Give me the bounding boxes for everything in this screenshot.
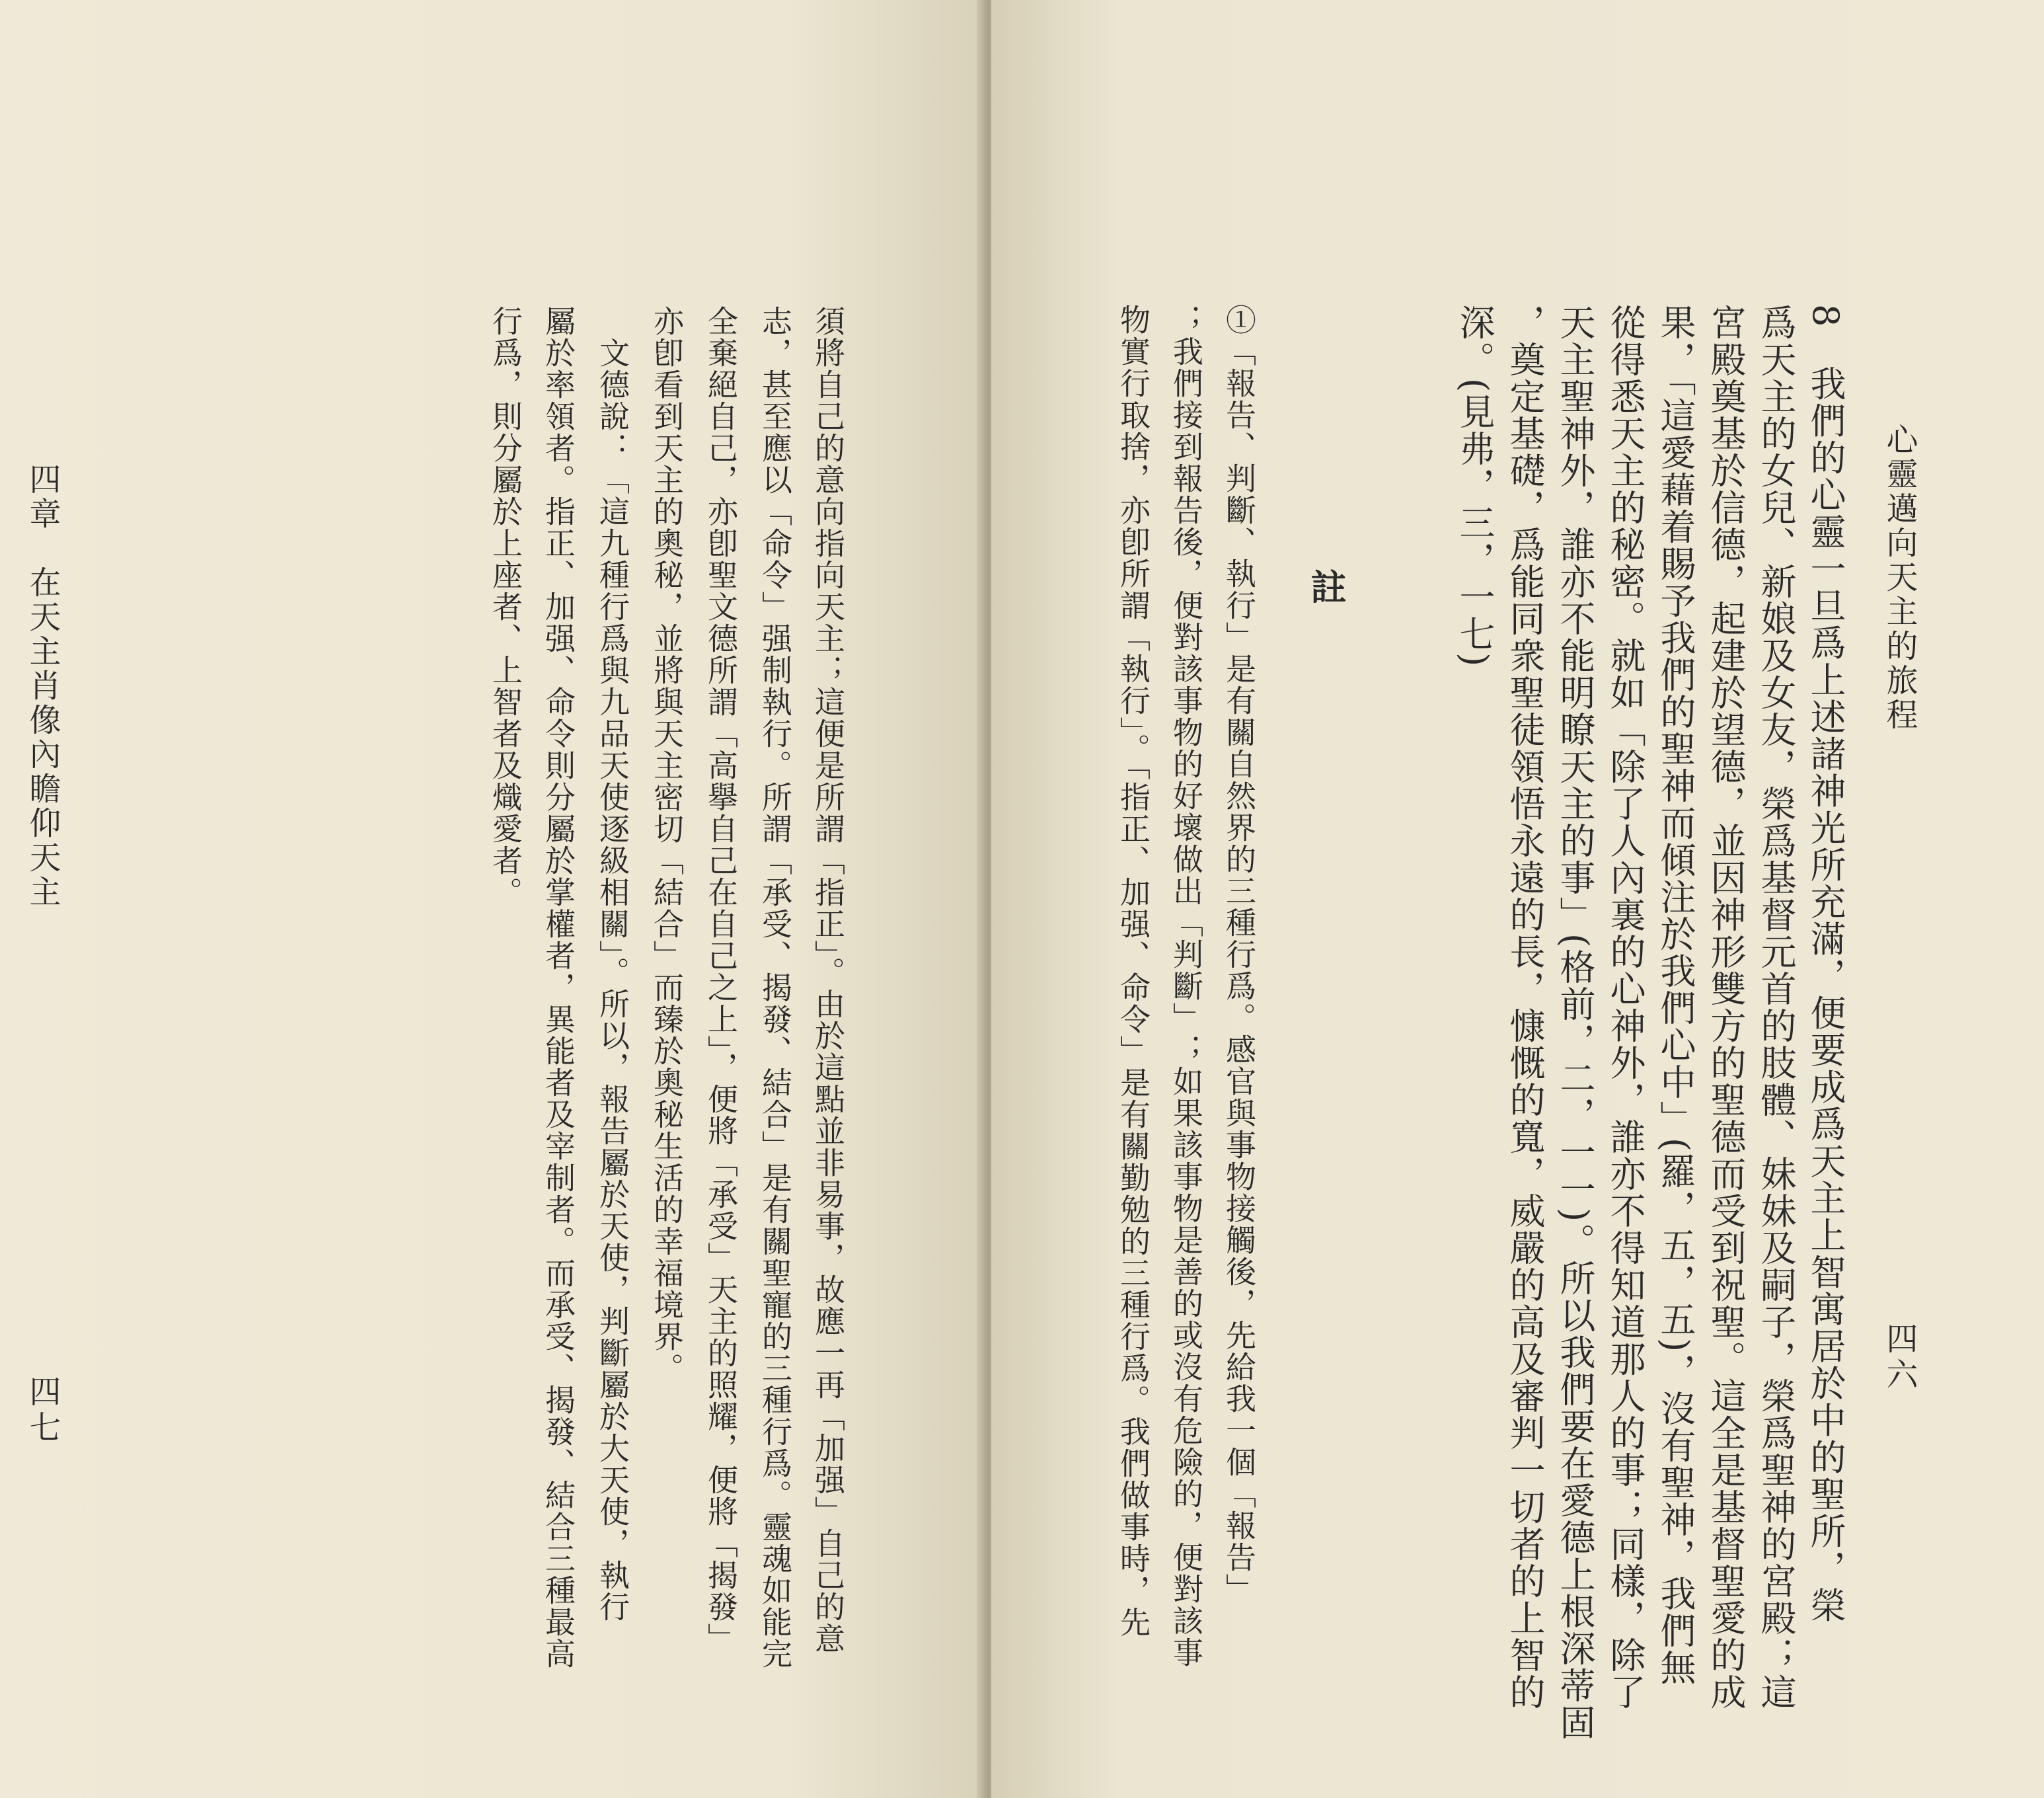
body-column: 爲天主的女兒、新娘及女友，榮爲基督元首的肢體、妹妹及嗣子，榮爲聖神的宮殿；這 — [1755, 304, 1797, 1711]
body-column: 8 我們的心靈一旦爲上述諸神光所充滿，便要成爲天主上智寓居於中的聖所，榮 — [1805, 304, 1846, 1624]
note-column: ①「報告、判斷、執行」是有關自然界的三種行爲。感官與事物接觸後，先給我一個「報告」 — [1221, 304, 1257, 1605]
note-column: 全棄絕自己，亦卽聖文德所謂「高擧自己在自己之上」，便將「承受」天主的照耀，便將「揭發」 — [703, 305, 739, 1655]
body-column: 深。(見弗，三，一七) — [1454, 304, 1495, 668]
note-column: 行爲，則分屬於上座者、上智者及熾愛者。 — [488, 305, 523, 908]
running-footer: 四章 在天主肖像內瞻仰天主 — [24, 463, 61, 910]
right-page — [991, 0, 2044, 1798]
note-heading: 註 — [1305, 568, 1347, 604]
note-column: 屬於率領者。指正、加强、命令則分屬於掌權者，異能者及宰制者。而承受、揭發、結合三種最高 — [541, 305, 576, 1670]
body-column: 宮殿奠基於信德，起建於望德，並因神形雙方的聖德而受到祝聖。這全是基督聖愛的成 — [1705, 304, 1747, 1711]
note-column: 須將自己的意向指向天主；這便是所謂「指正」。由於這點並非易事，故應一再「加强」自己的意 — [810, 305, 846, 1655]
page-number: 四六 — [1881, 1322, 1918, 1393]
note-column: 物實行取捨，亦卽所謂「執行」。「指正、加强、命令」是有關勤勉的三種行爲。我們做事時，先 — [1116, 304, 1151, 1638]
body-column: 天主聖神外，誰亦不能明瞭天主的事」(格前，二，一一)。所以我們要在愛德上根深蒂固 — [1554, 304, 1596, 1742]
body-column: 從得悉天主的秘密。就如「除了人內裏的心神外，誰亦不得知道那人的事；同樣，除了 — [1605, 304, 1646, 1711]
body-column: ，奠定基礎，爲能同衆聖徒領悟永遠的長，慷慨的寬，威嚴的高及審判一切者的上智的 — [1504, 304, 1546, 1711]
note-column: 亦卽看到天主的奧秘，並將與天主密切「結合」而臻於奧秘生活的幸福境界。 — [649, 305, 685, 1384]
left-page — [0, 0, 983, 1798]
note-column: 志，甚至應以「命令」强制執行。所謂「承受、揭發、結合」是有關聖寵的三種行爲。靈魂如能完 — [757, 305, 793, 1670]
body-column: 果，「這愛藉着賜予我們的聖神而傾注於我們心中」(羅，五，五)，沒有聖神，我們無 — [1655, 304, 1696, 1687]
running-header: 心靈邁向天主的旅程 — [1881, 423, 1918, 732]
note-column: 文德說：「這九種行爲與九品天使逐級相關」。所以，報告屬於天使，判斷屬於大天使，執行 — [595, 305, 630, 1623]
page-number: 四七 — [24, 1375, 61, 1446]
note-column: ；我們接到報告後，便對該事物的好壞做出「判斷」；如果該事物是善的或沒有危險的，便對該事 — [1168, 304, 1204, 1668]
